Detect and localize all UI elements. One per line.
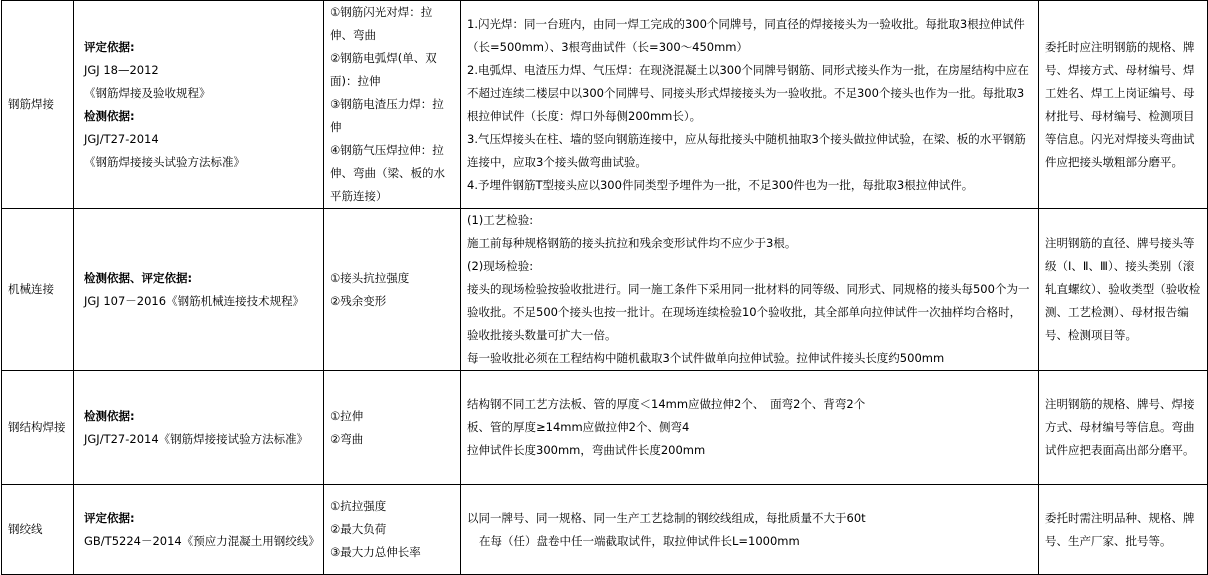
rules-cell bbox=[461, 485, 1039, 575]
rule-line: 施工前每种规格钢筋的接头抗拉和残余变形试件均不应少于3根。 bbox=[467, 236, 797, 250]
rule-line: 4.予埋件钢筋T型接头应以300件同类型予埋件为一批，不足300件也为一批，每批取3根拉伸试件。 bbox=[467, 177, 974, 192]
table-row bbox=[2, 209, 1208, 371]
basis-line: JGJ/T27-2014《钢筋焊接接试验方法标准》 bbox=[84, 431, 309, 446]
item-line: ①抗拉强度 bbox=[330, 499, 387, 513]
rule-line: 以同一牌号、同一规格、同一生产工艺捻制的钢绞线组成，每批质量不大于60t bbox=[467, 510, 866, 525]
rule-line: 接头的现场检验按验收批进行。同一施工条件下采用同一批材料的同等级、同形式、同规格的接头每500个为一验收批。不足500个接头也按一批计。在现场连续检验10个验收批，其全部单向拉伸试件一次抽样均合格时，验收批接头数量可扩大一倍。 bbox=[467, 282, 1030, 342]
standards-table bbox=[1, 0, 1208, 575]
notes-cell: 委托时应注明钢筋的规格、牌号、焊接方式、母材编号、焊工姓名、焊工上岗证编号、母材批号、母材编号、检测项目等信息。闪光对焊接头弯曲试件应把接头墩粗部分磨平。 bbox=[1039, 1, 1208, 209]
item-line: ②残余变形 bbox=[330, 293, 387, 308]
basis-line: 《钢筋焊接及验收规程》 bbox=[84, 85, 211, 100]
rule-line: 结构钢不同工艺方法板、管的厚度＜14mm应做拉伸2个、 面弯2个、背弯2个 bbox=[467, 397, 866, 411]
basis-cell bbox=[74, 1, 324, 209]
items-cell bbox=[324, 209, 461, 371]
table-row bbox=[2, 1, 1208, 209]
rule-line: 每一验收批必须在工程结构中随机截取3个试件做单向拉伸试验。拉伸试件接头长度约500mm bbox=[467, 351, 945, 365]
category-cell: 钢绞线 bbox=[2, 485, 74, 575]
rules-cell bbox=[461, 209, 1039, 371]
category-cell: 机械连接 bbox=[2, 209, 74, 371]
rule-line: 2.电弧焊、电渣压力焊、气压焊：在现浇混凝土以300个同牌号钢筋、同形式接头作为一批，在房屋结构中应在不超过连续二楼层中以300个同牌号、同接头形式焊接接头为一验收批。不足300个接头也作为一批。每批取3根拉伸试件（长度：焊口外每侧200mm长）。 bbox=[467, 62, 1029, 123]
basis-heading: 评定依据: bbox=[84, 39, 135, 54]
basis-line: JGJ 18—2012 bbox=[84, 62, 159, 77]
item-line: ①接头抗拉强度 bbox=[330, 270, 410, 285]
notes-cell: 注明钢筋的规格、牌号、焊接方式、母材编号等信息。弯曲试件应把表面高出部分磨平。 bbox=[1039, 371, 1208, 485]
item-line: ③最大力总伸长率 bbox=[330, 545, 421, 559]
basis-cell bbox=[74, 371, 324, 485]
items-cell bbox=[324, 485, 461, 575]
rule-line: 1.闪光焊：同一台班内，由同一焊工完成的300个同牌号，同直径的焊接接头为一验收批。每批取3根拉伸试件（长=500mm）、3根弯曲试件（长=300～450mm） bbox=[467, 16, 1025, 54]
rule-line: (1)工艺检验: bbox=[467, 213, 534, 227]
rule-line: 板、管的厚度≥14mm应做拉伸2个、侧弯4 bbox=[467, 420, 690, 434]
item-line: ②弯曲 bbox=[330, 431, 364, 446]
rules-cell bbox=[461, 1, 1039, 209]
items-cell bbox=[324, 1, 461, 209]
rule-line: 3.气压焊接头在柱、墙的竖向钢筋连接中，应从每批接头中随机抽取3个接头做拉伸试验，在梁、板的水平钢筋连接中，应取3个接头做弯曲试验。 bbox=[467, 131, 1026, 169]
items-cell bbox=[324, 371, 461, 485]
basis-cell bbox=[74, 209, 324, 371]
item-line: ②最大负荷 bbox=[330, 522, 387, 536]
basis-heading: 检测依据: bbox=[84, 408, 135, 423]
category-cell: 钢筋焊接 bbox=[2, 1, 74, 209]
basis-line: JGJ/T27-2014 bbox=[84, 131, 159, 146]
item-line: ①钢筋闪光对焊：拉伸、弯曲 bbox=[330, 5, 433, 42]
category-cell: 钢结构焊接 bbox=[2, 371, 74, 485]
rule-line: (2)现场检验: bbox=[467, 259, 534, 273]
table-row bbox=[2, 485, 1208, 575]
table-row bbox=[2, 371, 1208, 485]
basis-heading: 检测依据、评定依据: bbox=[84, 270, 193, 285]
item-line: ②钢筋电弧焊(单、双面)：拉伸 bbox=[330, 51, 437, 88]
rule-line: 在每（任）盘卷中任一端截取试件，取拉伸试件长L=1000mm bbox=[479, 533, 800, 548]
rules-cell bbox=[461, 371, 1039, 485]
basis-line: 《钢筋焊接接头试验方法标准》 bbox=[84, 154, 245, 169]
basis-line: GB/T5224－2014《预应力混凝土用钢绞线》 bbox=[84, 533, 320, 548]
basis-heading: 评定依据: bbox=[84, 510, 135, 525]
basis-cell bbox=[74, 485, 324, 575]
basis-heading: 检测依据: bbox=[84, 108, 135, 123]
item-line: ④钢筋气压焊拉伸：拉伸、弯曲（梁、板的水平筋连接） bbox=[330, 143, 445, 203]
basis-line: JGJ 107－2016《钢筋机械连接技术规程》 bbox=[84, 293, 305, 308]
item-line: ③钢筋电渣压力焊：拉伸 bbox=[330, 97, 444, 134]
notes-cell: 委托时需注明品种、规格、牌号、生产厂家、批号等。 bbox=[1039, 485, 1208, 575]
notes-cell: 注明钢筋的直径、牌号接头等级（Ⅰ、Ⅱ、Ⅲ）、接头类别（滚轧直螺纹）、验收类型（验收检测、工艺检测）、母材报告编号、检测项目等。 bbox=[1039, 209, 1208, 371]
item-line: ①拉伸 bbox=[330, 408, 364, 423]
rule-line: 拉伸试件长度300mm，弯曲试件长度200mm bbox=[467, 443, 706, 457]
